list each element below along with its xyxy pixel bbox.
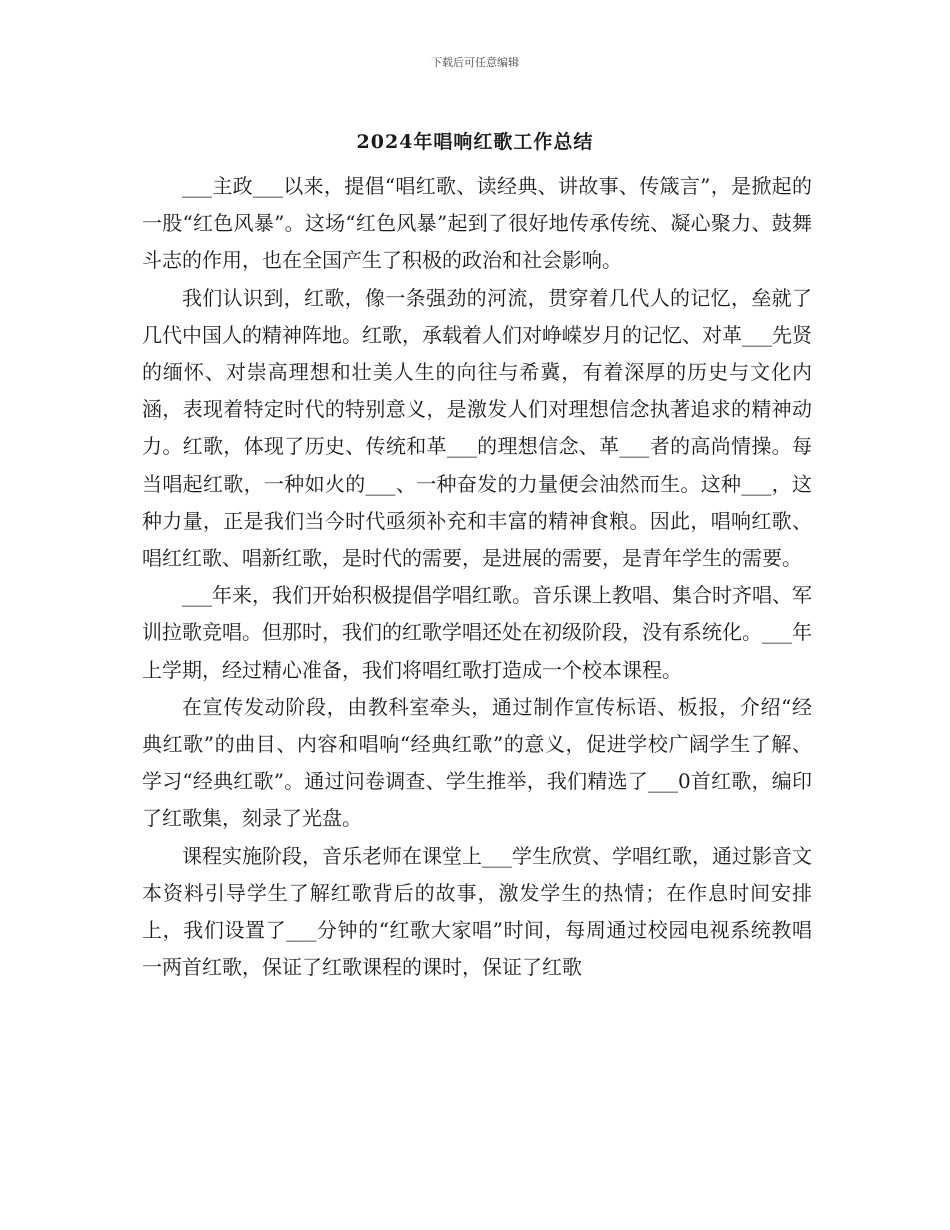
paragraph-3: ___年来，我们开始积极提倡学唱红歌。音乐课上教唱、集合时齐唱、军训拉歌竞唱。但那时，我们的红歌学唱还处在初级阶段，没有系统化。___年上学期，经过精心准备，我们将唱红歌打造成一个校本课程。 [142, 583, 812, 682]
document-title: 2024年唱响红歌工作总结 [356, 131, 594, 153]
paragraph-1: ___主政___以来，提倡“唱红歌、读经典、讲故事、传箴言”，是掀起的一股“红色风暴”。这场“红色风暴”起到了很好地传承传统、凝心聚力、鼓舞斗志的作用，也在全国产生了积极的政治和社会影响。 [142, 174, 812, 273]
paragraph-5: 课程实施阶段，音乐老师在课堂上___学生欣赏、学唱红歌，通过影音文本资料引导学生了解红歌背后的故事，激发学生的热情；在作息时间安排上，我们设置了___分钟的“红歌大家唱”时间，每周通过校园电视系统教唱一两首红歌，保证了红歌课程的课时，保证了红歌 [142, 843, 812, 980]
document-body [142, 168, 812, 986]
paragraph-2: 我们认识到，红歌，像一条强劲的河流，贯穿着几代人的记忆，垒就了几代中国人的精神阵地。红歌，承载着人们对峥嵘岁月的记忆、对革___先贤的缅怀、对崇高理想和壮美人生的向往与希冀，有着深厚的历史与文化内涵，表现着特定时代的特别意义，是激发人们对理想信念执著追求的精神动力。红歌，体现了历史、传统和革___的理想信念、革___者的高尚情操。每当唱起红歌，一种如火的___、一种奋发的力量便会油然而生。这种___，这种力量，正是我们当今时代亟须补充和丰富的精神食粮。因此，唱响红歌、唱红红歌、唱新红歌，是时代的需要，是进展的需要，是青年学生的需要。 [142, 285, 812, 571]
header-note: 下载后可任意编辑 [431, 56, 519, 69]
paragraph-4: 在宣传发动阶段，由教科室牵头，通过制作宣传标语、板报，介绍“经典红歌”的曲目、内容和唱响“经典红歌”的意义，促进学校广阔学生了解、学习“经典红歌”。通过问卷调查、学生推举，我们精选了___0首红歌，编印了红歌集，刻录了光盘。 [142, 694, 812, 831]
